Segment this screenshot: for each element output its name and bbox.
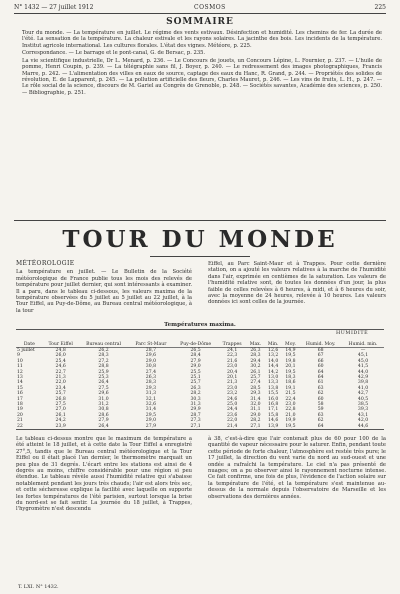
table-cell: 44,0 [357,369,369,375]
table-cell: 44,6 [357,423,369,429]
table-cell: 27,2 [98,358,109,364]
table-cell: 29,6 [145,353,157,359]
table-cell: 31,4 [250,396,261,402]
table-cell: 15,8 [268,412,279,418]
table-cell: 16,0 [268,396,279,402]
table-cell: 20 [17,412,23,418]
table-cell: 42,0 [357,418,369,424]
table-cell: 31,3 [145,391,157,397]
table-cell: 11 [17,364,23,370]
table-cell: 64 [317,369,324,375]
table-cell: 24,8 [55,348,66,353]
section-heading: MÉTÉOROLOGIE [16,260,75,267]
table-cell: 28,3 [98,353,109,359]
table-cell: 13,2 [268,353,279,359]
table-cell: 26,2 [98,348,109,353]
table-cell: 13,3 [268,380,279,386]
table-cell: 61 [317,380,324,386]
table-header-row [16,330,384,348]
table-cell: 13,9 [268,423,279,429]
bottom-right-column [208,436,386,500]
table-cell: 21 [17,418,23,424]
table-cell: 28,6 [98,412,109,418]
table-cell: 30,8 [98,407,109,413]
table-cell: 24,1 [227,348,238,353]
table-cell: 29,6 [98,391,109,397]
table-cell: 21,3 [227,380,238,386]
table-cell: 27,1 [190,423,201,429]
table-cell: 17,1 [268,407,279,413]
table-cell: 25,4 [55,358,66,364]
table-cell: 15 [17,385,23,391]
table-cell: 22,8 [285,407,296,413]
table-cell: 62 [317,418,324,424]
table-cell: 23,4 [55,385,66,391]
table-cell: 15,5 [268,391,279,397]
table-cell: 21,3 [55,375,66,381]
table-cell: 43,1 [357,412,369,418]
table-cell: 28,2 [250,418,261,424]
page-footer: T. LXI. N° 1432. [18,584,59,590]
table-cell: 18 [17,402,23,408]
table-cell: 19,5 [285,369,296,375]
column-header: Min. [265,330,282,348]
table-cell: 21,5 [285,391,296,397]
left-column [16,261,192,314]
table-cell: 29,9 [190,407,201,413]
table-cell: 14,9 [285,348,296,353]
table-cell: 28,7 [145,348,157,353]
table-cell: 27,4 [145,369,157,375]
humidity-label: HUMIDITÉ [336,331,369,336]
sommaire-body [22,30,382,97]
table-cell: 27,5 [55,402,66,408]
table-cell: 29,3 [250,391,261,397]
table-cell: 23,9 [55,423,66,429]
table-cell: 45,1 [357,353,369,359]
table-cell: 26,8 [55,396,66,402]
column-header: Max. [246,330,264,348]
table-cell: 68 [317,348,324,353]
header-rule [14,13,386,14]
table-cell: 25,5 [190,369,201,375]
column-header: Parc St-Maur [129,330,174,348]
table-cell: 22,3 [227,353,238,359]
table-cell: 25,7 [250,375,261,381]
table-cell: 26,3 [145,375,157,381]
table-cell: 29,0 [145,358,157,364]
table-cell: 27,9 [145,423,157,429]
table-cell: 60 [317,396,324,402]
table-cell: — [360,348,366,353]
table-cell: 26,4 [98,380,109,386]
table-cell: 32,6 [145,402,157,408]
table-cell: 28,8 [98,364,109,370]
table-cell: 29,3 [145,385,157,391]
table-cell: 29,5 [145,412,157,418]
table-cell: 27,1 [250,423,261,429]
table-cell: 12 [17,369,23,375]
table-cell: 14,2 [268,369,279,375]
column-header: Humid. Moy. [299,330,342,348]
table-cell: 10 [17,358,23,364]
table-cell: 40,5 [357,396,369,402]
table-cell: 58 [317,402,324,408]
table-cell: 13,0 [268,375,279,381]
table-cell: 20,4 [227,369,238,375]
temperature-table [16,329,384,430]
table-cell: 26,4 [98,423,109,429]
column-header: Moy. [282,330,300,348]
table-cell: 19,5 [285,353,296,359]
table-cell: 9 [17,353,20,359]
table-cell: 14 [17,380,23,386]
table-cell: 24,6 [227,396,238,402]
table-cell: 32,0 [250,402,261,408]
table-cell: 24,2 [55,418,66,424]
table-cell: 22,7 [55,369,66,375]
table-cell: 24,4 [227,407,238,413]
table-cell: 28,3 [250,353,261,359]
bottom-left-column [16,436,192,513]
right-column [208,261,386,306]
table-cell: 26,0 [55,353,66,359]
table-cell: 25,9 [98,369,109,375]
sommaire-paragraph: Correspondance. — Le barrage et le pont-canal, G. de Bersac, p. 235. [22,50,206,57]
page-number: 225 [374,4,386,11]
column-header: Bureau central [79,330,129,348]
table-cell: 28,5 [250,385,261,391]
table-cell: 60 [317,364,324,370]
table-cell: 13 [17,375,23,381]
table-cell: 41,5 [357,364,369,370]
table-cell: 67 [317,353,324,359]
table-cell: 31,3 [190,402,201,408]
table-cell: 24,6 [55,364,66,370]
table-cell: 22 [17,423,23,429]
table-cell: 25,3 [98,375,109,381]
table-cell: 21,0 [285,412,296,418]
table-cell: 62 [317,391,324,397]
table-cell: 26,5 [190,348,201,353]
table-cell: 32,1 [145,396,157,402]
table-cell: 18,3 [285,375,296,381]
journal-name: COSMOS [194,4,226,11]
table-cell: 30,2 [250,364,261,370]
table-cell: 31,2 [98,402,109,408]
right-paragraph: Eiffel, au Parc Saint-Maur et à Trappes. Pour cette dernière station, on a ajouté les valeurs relatives à la marche de l'humidité dans l'air, exprimée en centièmes de la saturation. Les valeurs de l'humidité relative sont, de toutes les données d'un jour, la plus faible de celles relevées à 6 heures, à midi, et à 6 heures du soir, avec la moyenne de 24 heures, relevée à 10 heures. Les valeurs données ici sont celles de la journée. [208,261,386,306]
table-cell: 19,8 [285,358,296,364]
bottom-right-paragraph: à 38, c'est-à-dire que l'air contenait plus de 60 pour 100 de la quantité de vapeur nécessaire pour le saturer. Enfin, pendant toute cette période de forte chaleur, l'atmosphère est restée très pure; le 17 juillet, la direction du vent varie du nord au sud-ouest et une ondée a rafraîchi la température. Le ciel n'a pas présenté de nuages; on a pu observer ainsi le rayonnement nocturne intense. Ce fait confirme, une fois de plus, l'évidence de l'action solaire sur la température de l'été, et la température s'est maintenue au-dessus de la normale depuis l'observatoire de Marseille et les observations des dernières années. [208,436,386,500]
table-cell: 16 [17,391,23,397]
title-rule [150,256,250,257]
running-header [14,4,386,12]
table-cell: 31,0 [98,396,109,402]
table-cell: 29,4 [250,358,261,364]
table-cell: 13,8 [268,385,279,391]
column-header: Humid. min. [342,330,384,348]
table-cell: 22,0 [55,380,66,386]
table-cell: 27,3 [190,418,201,424]
table-cell: 31,1 [250,407,261,413]
table-cell: 20,1 [227,375,238,381]
column-header: Tour Eiffel [43,330,79,348]
sommaire-title: SOMMAIRE [166,17,234,27]
table-cell: 17 [17,396,23,402]
table-cell: 66 [317,358,324,364]
table-cell: 28,2 [190,391,201,397]
column-header: Trappes [218,330,246,348]
table-cell: 38,5 [357,402,369,408]
sommaire-paragraph: La vie scientifique industrielle, Dr L. Menard, p. 236. — Le Concours de jouets, un Concours Lépine, L. Fournier, p. 237. — L'huile de pomme, Henri Coupin, p. 239. — La télégraphie sans fil, J. Boyer, p. 240. — Le redressement des images photographiques, Francis Marre, p. 242. — L'alimentation des villes en eaux de source, captage des eaux du Hanc, R. Grand, p. 244. — Propriétés des solides de révolution, E. de Lapparent, p. 245. — La pollution artificielle des fleurs, Charles Mauret, p. 246. — Les vins de fruits, L. H., p. 247. — Le rôle social de la science, discours de M. Gariel au Congrès de Grenoble, p. 248. — Sociétés savantes, Académie des sciences, p. 250. — Bibliographie, p. 251. [22,58,382,96]
table-cell: 19,5 [285,423,296,429]
table-cell: 29,0 [250,412,261,418]
table-title: Températures maxima. [164,322,236,328]
table-cell: 30,3 [190,396,201,402]
table-cell: 42,9 [357,375,369,381]
table-cell: 23,0 [227,364,238,370]
table-cell: 20,1 [285,364,296,370]
table-cell: 41,0 [357,385,369,391]
table-cell: 64 [317,423,324,429]
table-cell: 5 juillet [17,348,35,353]
table-cell: 29,0 [190,364,201,370]
sommaire-paragraph: Tour du monde. — La température en juillet. Le régime des vents estivaux. Désinfection et humidité. Les chemins de fer. La durée de l'été. La sensation de la température. La chaleur estivale et les rayons solaires. La jacinthe des bois. Les incidents de la température. Institut agricole international. Les cultures florales. L'état des vignes. Météore, p. 225. [22,30,382,49]
table-cell: 23,2 [227,391,238,397]
table-cell: 27,5 [98,385,109,391]
table-cell: 14,0 [268,358,279,364]
table-cell: 63 [317,385,324,391]
table-cell: 30,8 [145,364,157,370]
article-title: TOUR DU MONDE [62,226,338,253]
table-cell: 19 [17,407,23,413]
table-cell: 22,0 [227,418,238,424]
table-cell: 27,9 [190,358,201,364]
table-cell: 39,8 [357,380,369,386]
table-cell: 27,0 [55,407,66,413]
table-cell: 45,0 [357,358,369,364]
table-cell: 64 [317,375,324,381]
temperature-table-grid [16,330,384,429]
table-cell: 23,6 [227,412,238,418]
table-cell: 21,4 [227,423,238,429]
table-cell: 21,6 [227,358,238,364]
table-row [16,424,384,429]
table-cell: 22,4 [285,396,296,402]
section-rule [14,220,386,221]
left-paragraph: La température en juillet. — Le Bulletin de la Société météorologique de France publie tous les mois des relevés de température pour juillet dernier, qui sont intéressants à examiner. Il a paru, dans le tableau ci-dessous, les valeurs maxima de la température observées du 5 juillet au 5 juillet au 22 juillet, à la Tour Eiffel, au Puy-de-Dôme, au Bureau central météorologique, à la tour [16,269,192,314]
table-cell: 26,3 [190,385,201,391]
table-cell: 27,9 [98,418,109,424]
table-cell: 39,3 [357,407,369,413]
table-cell: 27,4 [250,380,261,386]
table-cell: 59 [317,407,324,413]
table-cell: 16,8 [268,402,279,408]
table-cell: 26,1 [55,412,66,418]
table-cell: 42,7 [357,391,369,397]
issue-number: N° 1432 — 27 juillet 1912 [14,4,94,11]
table-cell: 63 [317,412,324,418]
table-cell: 19,1 [285,385,296,391]
table-body [16,348,384,430]
table-cell: 31,4 [145,407,157,413]
table-cell: 14,6 [268,418,279,424]
table-cell: 23,0 [227,385,238,391]
table-cell: 25,0 [227,402,238,408]
table-cell: 29,0 [145,418,157,424]
table-cell: 19,9 [285,418,296,424]
column-header: Date [16,330,43,348]
table-cell: 28,7 [190,412,201,418]
table-cell: 28,4 [190,353,201,359]
table-cell: 25,7 [55,391,66,397]
table-cell: 14,4 [268,364,279,370]
table-cell: 26,1 [250,369,261,375]
table-cell: 25,1 [190,375,201,381]
table-cell: 12,6 [268,348,279,353]
table-cell: 28,3 [145,380,157,386]
bottom-left-paragraph: Le tableau ci-dessus montre que le maximum de température a été atteint le 18 juillet, et à cette date la Tour Eiffel a enregistré 27°,5, tandis que le Bureau central météorologique et la Tour Eiffel ou il était placé l'an dernier, le thermomètre marquait un peu plus de 31 degrés. L'écart entre les stations est ainsi de 4 degrés au moins, chiffre considérable pour une région si peu étendue. Le tableau révèle aussi l'humidité relative qui s'abaisse notablement pendant les jours très chauds; l'air est alors très sec, et cette sécheresse explique la facilité avec laquelle on supporte les fortes températures de l'été parisien, surtout lorsque la brise du nord-est se fait sentir. La journée du 18 juillet, à Trappes, l'hygromètre n'est descendu [16,436,192,513]
table-cell: 18,6 [285,380,296,386]
table-cell: 23,0 [285,402,296,408]
table-cell: 26,3 [250,348,261,353]
column-header: Puy-de-Dôme [173,330,218,348]
table-cell: 25,7 [190,380,201,386]
